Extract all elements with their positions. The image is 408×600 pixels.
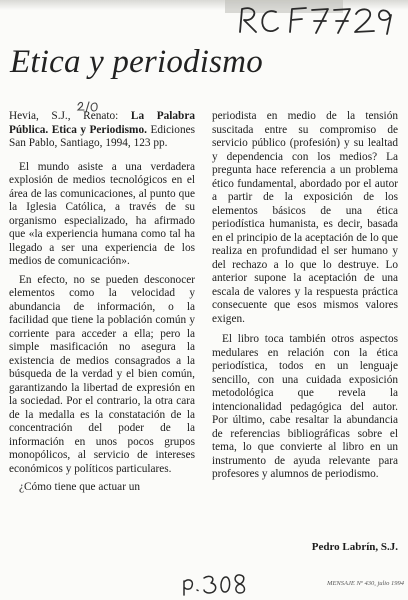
reference-author: Hevia, S.J., Renato: [9,110,131,122]
reference-publication: Ediciones San Pablo, Santiago, 1994, 123 pp. [9,123,195,149]
book-reference [9,110,195,151]
body-paragraph-4: El libro toca también otros aspectos medulares en relación con la ética periodística, todos en un lenguaje sencillo, con una cuidada exposición metodológica que revela la intencionalidad pedagógica del autor. Por último, cabe resaltar la abundancia de referencias bibliográficas sobre el tema, lo que convierte al libro en un instrumento de ayuda relevante para profesores y alumnos de periodismo. [212,333,398,480]
handwritten-call-number [236,4,396,36]
body-paragraph-1: El mundo asiste a una verdadera explosión de medios tecnológicos en el área de las comunicaciones, al punto que la Iglesia Católica, a través de su organismo especializado, ha afirmado que «la experiencia humana como tal ha llegado a ser una experiencia de los medios de comunicación». [9,160,195,267]
left-column [9,110,195,495]
article-title: Etica y periodismo [10,44,263,80]
author-signature: Pedro Labrín, S.J. [311,541,398,553]
body-paragraph-3-continued: periodista en medio de la tensión suscitada entre su compromiso de servicio público (profesión) y su lealtad y dependencia con los medios? La pregunta hace referencia a un problema ético fundamental, abordado por el autor a partir de la exposición de los elementos básicos de una ética periodística humanista, es decir, basada en el principio de la aceptación de lo que realiza en profundidad el ser humano y del rechazo a lo que lo destruye. Lo anterior supone la aceptación de una escala de valores y la respuesta práctica consecuente que esos mismos valores exigen. [212,110,398,325]
source-footer: MENSAJE Nº 430, julio 1994 [327,580,404,587]
right-column [212,110,398,482]
reference-book-title: La Palabra Pública. Etica y Periodismo. [9,110,195,136]
body-paragraph-2: En efecto, no se pueden desconocer elementos como la velocidad y abundancia de información, o la facilidad que tiene la población común y corriente para acceder a ella; pero la simple masificación no asegura la existencia de medios consagrados a la búsqueda de la verdad y el bien común, garantizando la libertad de expresión en la sociedad. Por el contrario, la otra cara de la medalla es la constatación de la concentración del poder de la información en unos pocos grupos monopólicos, al servicio de intereses económicos y políticos particulares. [9,273,195,475]
handwritten-page-number [180,572,246,596]
body-paragraph-3: ¿Cómo tiene que actuar un [19,481,141,493]
